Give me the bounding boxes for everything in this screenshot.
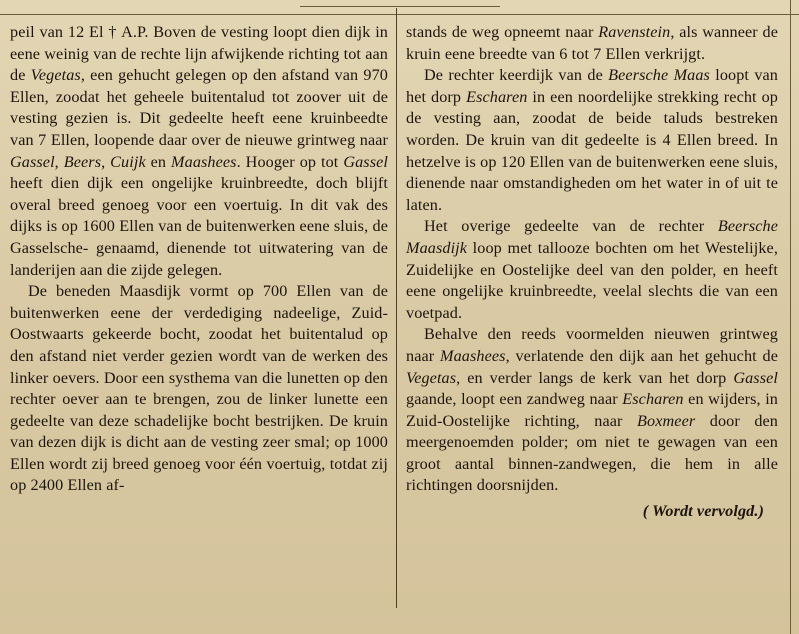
italic-name: Escharen <box>622 390 684 409</box>
text-run: , verlatende den dijk aan het gehucht de <box>505 346 778 365</box>
text-run: loop met tallooze bochten om het Westelijke, Zuidelijke en Oostelijke deel van den polder, en heeft eene ongelijke kruinbreedte, veelal slechts die van een voetpad. <box>406 238 778 322</box>
italic-name: Gassel <box>343 152 388 171</box>
italic-name: Boxmeer <box>637 411 696 430</box>
italic-name: Beersche Maas <box>608 66 710 85</box>
italic-name: Beersche Maasdijk <box>406 217 778 257</box>
text-run: gaande, loopt een zandweg naar <box>406 390 623 409</box>
text-run: , en verder langs de kerk van het dorp <box>456 368 734 387</box>
italic-name: Vegetas <box>30 66 81 85</box>
paragraph <box>10 22 388 281</box>
paragraph <box>406 22 778 65</box>
text-run: , een gehucht gelegen op den afstand van 970 Ellen, zoodat het geheele buitentalud tot zoover uit de vesting gezien is. Dit gedeelte heeft eene kruinbeedte van 7 Ellen, loopende daar over de nieuwe grintweg naar <box>10 66 388 149</box>
paragraph <box>406 65 778 216</box>
italic-name: Gassel <box>10 152 55 171</box>
text-run: heeft dien dijk een ongelijke kruinbreedte, doch blijft overal breed genoeg voor een voertuig. In dit vak des dijks is op 1600 Ellen van de buitenwerken eene sluis, de Gasselsche- genaamd, dienende tot uitwatering van de landerijen aan die zijde gelegen. <box>10 174 388 279</box>
to-be-continued: ( Wordt vervolgd.) <box>642 502 764 521</box>
text-run: peil van 12 El † A.P. Boven de vesting loopt dien dijk in eene weinig van de rechte lijn afwijkende richting tot aan de <box>10 23 388 85</box>
text-run: en <box>145 152 172 171</box>
header-rule <box>0 0 799 15</box>
italic-name: Escharen <box>466 87 528 106</box>
text-run: De rechter keerdijk van de <box>424 66 609 85</box>
text-run: en wijders, in Zuid-Oostelijke richting, naar <box>406 390 778 430</box>
text-run: , <box>54 152 64 171</box>
text-run: Het overige gedeelte van de rechter <box>424 217 718 236</box>
italic-name: Beers <box>63 152 102 171</box>
italic-name: Ravenstein <box>598 23 671 41</box>
text-run: Behalve den reeds voormelden nieuwen grintweg naar <box>406 325 778 365</box>
right-column <box>406 22 778 523</box>
paragraph <box>406 324 778 497</box>
italic-name: Maashees <box>440 346 506 365</box>
header-rule-center <box>300 0 500 7</box>
text-run: stands de weg opneemt naar <box>406 23 599 41</box>
paragraph <box>406 216 778 324</box>
right-frame-rule <box>790 0 791 634</box>
text-run: De beneden Maasdijk vormt op 700 Ellen van de buitenwerken eene der verdediging nadeelige, Zuid-Oostwaarts gekeerde bocht, zoodat het buitentalud op den afstand niet verder gezien wordt van de werken des linker oevers. Door een systhema van die lunetten op den rechter oever aan te brengen, zou de linker lunette een gedeelte van deze schadelijke bocht bestrijken. De kruin van dezen dijk is dicht aan de vesting zeer smal; op 1000 Ellen wordt zij breed genoeg voor één voertuig, totdat zij op 2400 Ellen af- <box>10 282 388 495</box>
italic-name: Gassel <box>733 368 778 387</box>
italic-name: Vegetas <box>406 368 457 387</box>
text-run: loopt van het dorp <box>406 66 778 106</box>
italic-name: Maashees <box>171 152 237 171</box>
text-run: door den meergenoemden polder; om niet te gewagen van een groot aantal binnen-zandwegen, die hem in alle richtingen doorsnijden. <box>406 411 778 495</box>
text-run: , <box>101 152 111 171</box>
italic-name: Cuijk <box>110 152 146 171</box>
text-run: . Hooger op tot <box>236 152 344 171</box>
paragraph <box>10 281 388 497</box>
column-divider <box>396 8 397 608</box>
left-column <box>10 22 388 497</box>
text-run: in een noordelijke strekking recht op de vesting aan, zoodat de beide taluds bestreken worden. De kruin van dit gedeelte is 4 Ellen breed. In hetzelve is op 120 Ellen van de buitenwerken eene sluis, dienende naar omstandigheden om het water in of uit te laten. <box>406 87 778 214</box>
text-run: , als wanneer de kruin eene breedte van 6 tot 7 Ellen verkrijgt. <box>406 23 778 63</box>
